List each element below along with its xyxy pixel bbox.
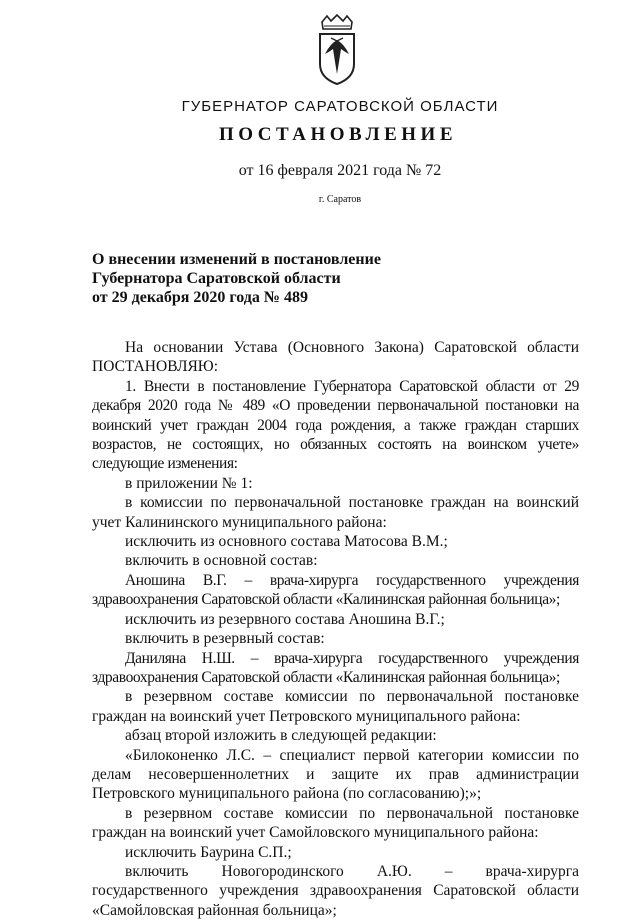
- paragraph: «Билоконенко Л.С. – специалист первой категории комиссии по делам несовершеннолетних и защите их прав администрации Петровского муниципального района (по согласованию);»;: [92, 746, 579, 803]
- paragraph: 1. Внести в постановление Губернатора Саратовской области от 29 декабря 2020 года № 489 «О проведении первоначальной постановки на воинский учет граждан 2004 года рождения, а также граждан старших возрастов, не состоящих, но обязанных состоять на воинском учете» следующие изменения:: [92, 377, 579, 473]
- coat-of-arms-icon: [316, 14, 358, 86]
- subject-line: от 29 декабря 2020 года № 489: [92, 289, 308, 306]
- paragraph: включить в основной состав:: [125, 552, 318, 570]
- paragraph: в комиссии по первоначальной постановке граждан на воинский учет Калининского муниципального района:: [92, 494, 579, 531]
- subject-line: Губернатора Саратовской области: [92, 270, 341, 287]
- paragraph: Аношина В.Г. – врача-хирурга государственного учреждения здравоохранения Саратовской области «Калининская районная больница»;: [92, 571, 579, 609]
- paragraph: включить в резервный состав:: [125, 630, 325, 648]
- paragraph: исключить Баурина С.П.;: [125, 843, 292, 861]
- paragraph: в резервном составе комиссии по первоначальной постановке граждан на воинский учет Самойловского муниципального района:: [92, 804, 579, 842]
- paragraph: абзац второй изложить в следующей редакции:: [125, 727, 437, 745]
- paragraph: в резервном составе комиссии по первоначальной постановке граждан на воинский учет Петровского муниципального района:: [92, 688, 579, 725]
- document-subject: [92, 250, 512, 307]
- paragraph: исключить из основного состава Матосова В.М.;: [125, 533, 448, 551]
- document-date-number: от 16 февраля 2021 года № 72: [238, 162, 442, 179]
- paragraph: ПОСТАНОВЛЯЮ:: [92, 358, 219, 376]
- paragraph: исключить из резервного состава Аношина В.Г.;: [125, 610, 445, 628]
- subject-line: О внесении изменений в постановление: [92, 251, 381, 268]
- paragraph: Даниляна Н.Ш. – врача-хирурга государственного учреждения здравоохранения Саратовской области «Калининская районная больница»;: [92, 649, 579, 686]
- organization-title: ГУБЕРНАТОР САРАТОВСКОЙ ОБЛАСТИ: [181, 98, 499, 115]
- paragraph: в приложении № 1:: [125, 474, 253, 492]
- document-city: г. Саратов: [318, 194, 362, 205]
- document-type: ПОСТАНОВЛЕНИЕ: [218, 124, 458, 145]
- document-body: [92, 338, 579, 920]
- paragraph: На основании Устава (Основного Закона) Саратовской области: [125, 339, 579, 356]
- paragraph: включить Новогородинского А.Ю. – врача-хирурга государственного учреждения здравоохранения Саратовской области «Самойловская районная больница»;: [92, 862, 579, 919]
